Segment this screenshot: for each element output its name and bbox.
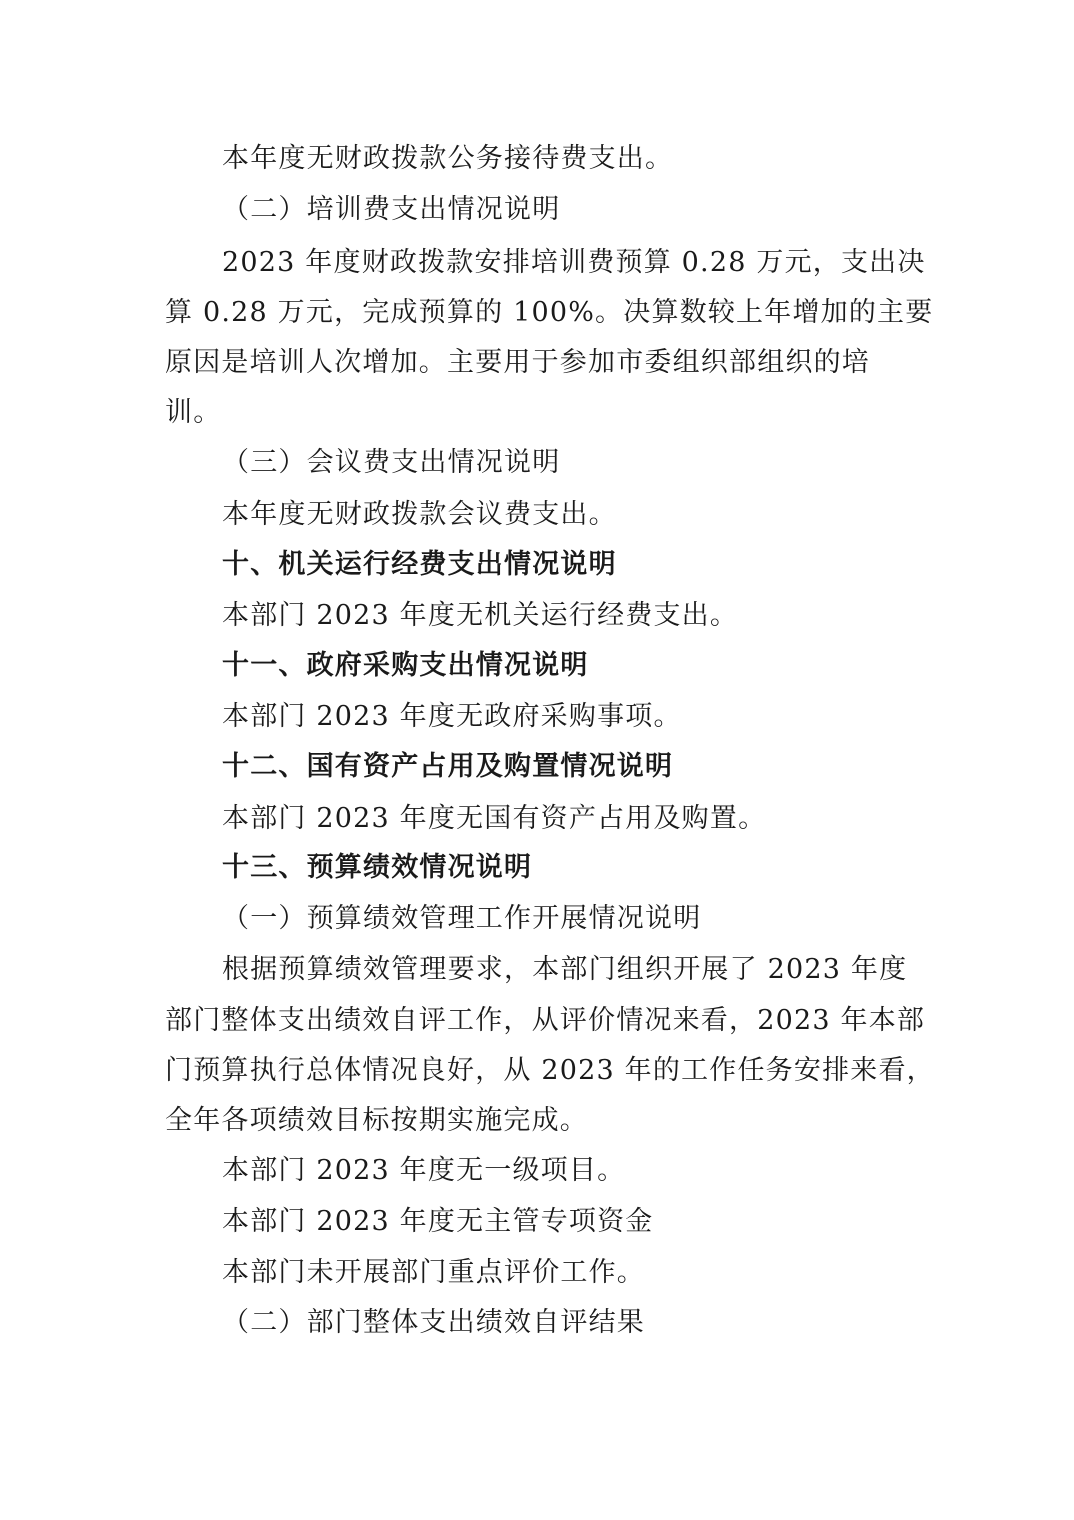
subheading: （二）部门整体支出绩效自评结果 [222,1307,645,1338]
paragraph-line: 本部门 2023 年度无国有资产占用及购置。 [222,803,767,834]
paragraph-line: 本部门 2023 年度无主管专项资金 [222,1206,654,1237]
section-heading: 十一、政府采购支出情况说明 [222,650,589,681]
subheading: （三）会议费支出情况说明 [222,447,561,478]
subheading: （二）培训费支出情况说明 [222,194,561,225]
paragraph-line: 2023 年度财政拨款安排培训费预算 0.28 万元，支出决 [222,247,926,278]
paragraph-line: 本年度无财政拨款会议费支出。 [222,499,617,530]
paragraph-line: 本部门 2023 年度无一级项目。 [222,1155,626,1186]
paragraph-line: 本部门 2023 年度无机关运行经费支出。 [222,600,739,631]
paragraph-line: 本年度无财政拨款公务接待费支出。 [222,143,674,174]
paragraph-line: 训。 [165,397,222,428]
paragraph-line: 根据预算绩效管理要求，本部门组织开展了 2023 年度 [222,954,908,985]
paragraph-line: 本部门 2023 年度无政府采购事项。 [222,701,682,732]
section-heading: 十、机关运行经费支出情况说明 [222,549,617,580]
section-heading: 十二、国有资产占用及购置情况说明 [222,751,674,782]
paragraph-line: 部门整体支出绩效自评工作，从评价情况来看，2023 年本部 [165,1005,926,1036]
subheading: （一）预算绩效管理工作开展情况说明 [222,903,702,934]
paragraph-line: 本部门未开展部门重点评价工作。 [222,1257,645,1288]
paragraph-line: 门预算执行总体情况良好，从 2023 年的工作任务安排来看， [165,1055,935,1086]
paragraph-line: 算 0.28 万元，完成预算的 100%。决算数较上年增加的主要 [165,297,934,328]
paragraph-line: 原因是培训人次增加。主要用于参加市委组织部组织的培 [165,347,870,378]
paragraph-line: 全年各项绩效目标按期实施完成。 [165,1105,588,1136]
section-heading: 十三、预算绩效情况说明 [222,852,533,883]
